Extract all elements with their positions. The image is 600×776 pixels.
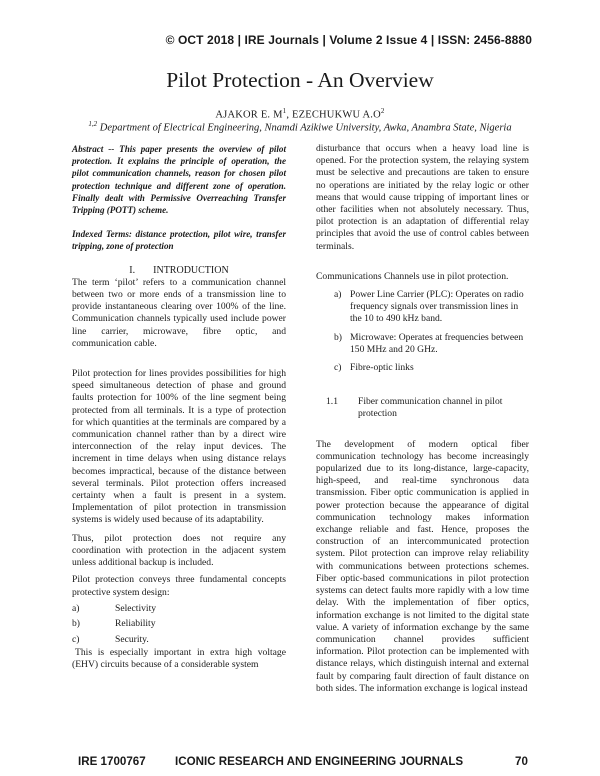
affiliation: Department of Electrical Engineering, Nnamdi Azikiwe University, Awka, Anambra State, Nigeria [99,122,512,134]
journal-header: © OCT 2018 | IRE Journals | Volume 2 Issue 4 | ISSN: 2456-8880 [165,33,532,47]
subsection-heading [316,396,529,420]
intro-paragraph-1: The term ‘pilot’ refers to a communication channel between two or more ends of a transmission line to provide instantaneous clearing over 100% of the line. Communication channels typically used include power line carrier, microwave, fibre optic, and communication cable. [72,276,286,349]
design-item-value: Security. [115,633,149,645]
affiliation-line [0,120,600,134]
design-item [72,632,286,648]
channel-item-text: Power Line Carrier (PLC): Operates on radio frequency signals over transmission lines in the 10 to 490 kHz band. [350,289,524,325]
author-1-sup: 1 [282,107,287,115]
footer-paper-id: IRE 1700767 [78,755,146,768]
channel-item-text: Fibre-optic links [350,362,414,374]
left-column [72,143,286,672]
footer-journal-name: ICONIC RESEARCH AND ENGINEERING JOURNALS [175,755,464,768]
intro-paragraph-3: Thus, pilot protection does not require any coordination with protection in the adjacent system unless additional backup is included. [72,532,286,569]
subsection-number: 1.1 [326,396,338,408]
author-separator: , EZECHUKWU A.O [286,109,381,121]
section-title: INTRODUCTION [153,264,229,276]
paper-title: Pilot Protection - An Overview [166,68,434,92]
section-heading [72,265,286,277]
channel-item-key: c) [334,362,342,374]
design-concepts-list [72,601,286,648]
affiliation-sup: 1,2 [88,120,98,128]
channel-item [316,332,529,356]
authors-line [0,107,600,121]
channel-item-key: a) [334,289,342,301]
design-item-key: a) [72,602,80,614]
design-item [72,601,286,617]
abstract: Abstract -- This paper presents the overview of pilot protection. It explains the principle of operation, the pilot communication channels, reason for chosen pilot protection technique and different zone of operation. Finally dealt with Permissive Overreaching Transfer Tripping (POTT) scheme. [72,144,286,216]
subsection-title: Fiber communication channel in pilot protection [358,396,503,420]
page-number: 70 [515,755,528,768]
design-item-value: Reliability [115,618,156,630]
right-paragraph-2: The development of modern optical fiber communication technology has become increasingly popularized due to its long-distance, large-capacity, high-speed, and real-time synchronous data transmission. Fiber optic communication is applied in power protection because the appearance of digital communication technology makes information exchange reliable and fast. Hence, proposes the construction of an intercommunicated protection system. Pilot protection can improve relay reliability with communications between protections schemes. Fiber optic-based communications in pilot protection systems can detect faults more rapidly with a low time delay. With the implementation of fiber optics, information exchange is not limited to the digital state value. A variety of information exchange by the same communication channel provides sufficient information. Pilot protection can be implemented with distance relays, which distinguish internal and external fault by comparing fault direction of fault distance on both sides. The information exchange is logical instead [316,438,529,694]
intro-paragraph-2: Pilot protection for lines provides possibilities for high speed simultaneous detection of phase and ground faults protection for 100% of the line segment being protected from all terminals. It is a type of protection for which quantities at the terminals are compared by a communication channel rather than by a direct wire interconnection of the relay input devices. The increment in time delays when using distance relays becomes impractical, because of the distance between several terminals. Pilot protection offers increased certainty when a fault is present in a system. Implementation of pilot protection in transmission systems is widely used because of its adaptability. [72,368,286,526]
right-paragraph-1: disturbance that occurs when a heavy load line is opened. For the protection system, the relaying system must be selective and precautions are taken to ensure no operations are initiated by the relay logic or other means that would cause tripping of important lines or other facilities when not absolutely necessary. Thus, pilot protection is an adaptation of differential relay principles that avoid the use of control cables between terminals. [316,143,529,252]
design-item-key: b) [72,618,80,630]
author-2-sup: 2 [380,107,385,115]
design-item-value: Selectivity [115,602,157,614]
channel-item-key: b) [334,331,342,343]
channel-item [316,289,529,326]
right-column [316,143,529,695]
channels-list [316,289,529,374]
indexed-terms: Indexed Terms: distance protection, pilot wire, transfer tripping, zone of protection [72,229,286,252]
channels-intro: Communications Channels use in pilot protection. [316,270,509,282]
design-item [72,616,286,632]
channel-item-text: Microwave: Operates at frequencies between 150 MHz and 20 GHz. [350,331,524,355]
intro-paragraph-5: This is especially important in extra high voltage (EHV) circuits because of a considerable system [72,647,286,671]
design-item-key: c) [72,633,80,645]
author-1: AJAKOR E. M [215,109,283,121]
intro-paragraph-4: Pilot protection conveys three fundamental concepts protective system design: [72,574,286,598]
section-number: I. [129,264,136,276]
channel-item [316,362,529,374]
